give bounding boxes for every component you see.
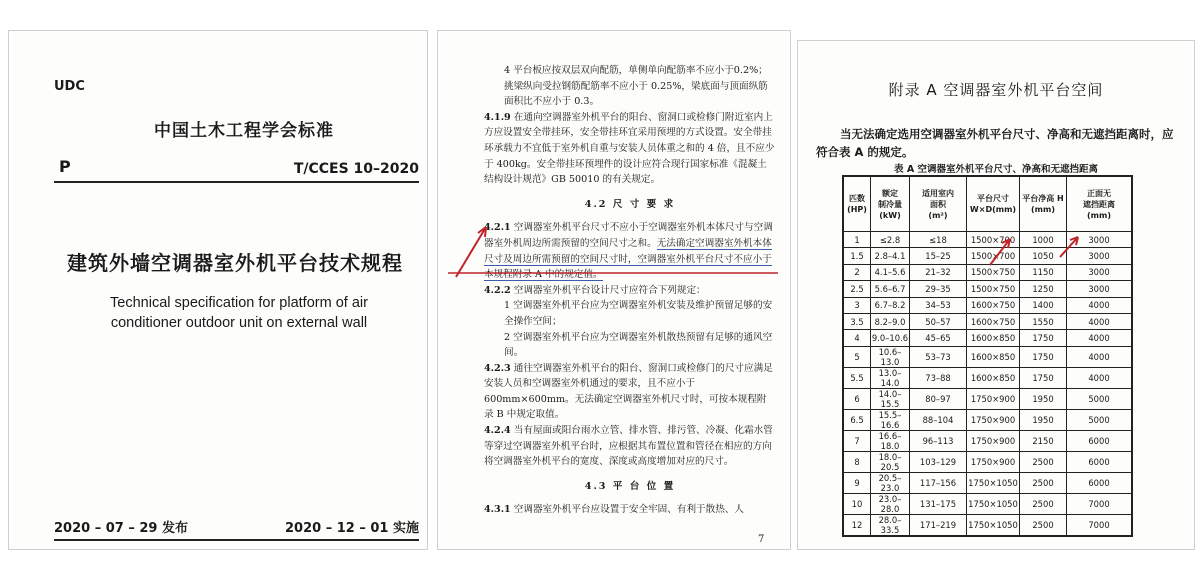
table-cell: 9.0–10.6 — [871, 330, 910, 346]
table-cell: 8 — [843, 451, 871, 472]
clause-number: 4.1.9 — [484, 111, 511, 123]
table-cell: 1600×850 — [967, 367, 1020, 388]
table-cell: 4000 — [1067, 297, 1133, 313]
section-heading-4-2: 4.2 尺 寸 要 求 — [584, 198, 676, 210]
table-row — [843, 409, 1132, 430]
section-text — [484, 63, 776, 518]
clause-text: 在通向空调器室外机平台的阳台、窗洞口或检修门附近室内上方应设置安全带挂环，安全带挂环宜采用预埋的方式设置。安全带挂环承载力不宜低于室外机自重与安装人员体重之和的 4 倍，且不应少于 400kg。安全带挂环预埋件的设计应符合现行国家标准《混凝土结构设计规范》GB 50010 的有关规定。 — [484, 111, 775, 186]
table-cell: 1750×1050 — [967, 472, 1020, 493]
table-row — [843, 367, 1132, 388]
table-cell: 1750 — [1020, 346, 1067, 367]
clause-number: 4.2.2 — [484, 284, 511, 296]
table-cell: 15–25 — [910, 248, 967, 264]
appendix-title: 附录 A 空调器室外机平台空间 — [888, 81, 1104, 99]
bottom-rule — [54, 539, 419, 541]
table-cell: 18.0–20.5 — [871, 451, 910, 472]
table-cell: 1150 — [1020, 264, 1067, 280]
table-cell: 6000 — [1067, 451, 1133, 472]
effective-date: 2020 – 12 – 01 实施 — [285, 521, 419, 536]
table-cell: 2150 — [1020, 430, 1067, 451]
table-cell: 1500×750 — [967, 281, 1020, 297]
table-row — [843, 388, 1132, 409]
table-cell: 1600×850 — [967, 346, 1020, 367]
table-cell: 14.0–15.5 — [871, 388, 910, 409]
table-cell: 3 — [843, 297, 871, 313]
table-cell: 2500 — [1020, 493, 1067, 514]
table-cell: 7000 — [1067, 493, 1133, 514]
clause-number: 4.3.1 — [484, 504, 511, 516]
table-cell: 3.5 — [843, 313, 871, 329]
paragraph-4-2-1 — [484, 220, 776, 282]
table-cell: 2500 — [1020, 514, 1067, 536]
table-cell: 1550 — [1020, 313, 1067, 329]
table-cell: 6.7–8.2 — [871, 297, 910, 313]
table-cell: 171–219 — [910, 514, 967, 536]
table-header-cell: 平台尺寸 W×D(mm) — [967, 176, 1020, 232]
table-cell: 2500 — [1020, 451, 1067, 472]
table-row — [843, 330, 1132, 346]
table-cell: 20.5–23.0 — [871, 472, 910, 493]
table-cell: 10.6–13.0 — [871, 346, 910, 367]
table-cell: 6 — [843, 388, 871, 409]
table-row — [843, 472, 1132, 493]
table-cell: 88–104 — [910, 409, 967, 430]
table-cell: 1750×900 — [967, 430, 1020, 451]
table-cell: 5.5 — [843, 367, 871, 388]
table-row — [843, 430, 1132, 451]
title-english-line-1: Technical specification for platform of air — [110, 295, 368, 311]
table-cell: 4000 — [1067, 346, 1133, 367]
table-row — [843, 248, 1132, 264]
table-cell: 131–175 — [910, 493, 967, 514]
table-header-cell: 额定 制冷量 (kW) — [871, 176, 910, 232]
platform-dimension-table — [842, 175, 1133, 537]
table-cell: 1600×750 — [967, 313, 1020, 329]
table-cell: 2.5 — [843, 281, 871, 297]
table-cell: 1600×850 — [967, 330, 1020, 346]
table-cell: 1050 — [1020, 248, 1067, 264]
table-cell: 1750×1050 — [967, 493, 1020, 514]
table-cell: 1000 — [1020, 232, 1067, 248]
table-header-cell: 正面无 遮挡距离 (mm) — [1067, 176, 1133, 232]
table-cell: 80–97 — [910, 388, 967, 409]
table-cell: 6000 — [1067, 472, 1133, 493]
class-mark: P — [59, 157, 71, 176]
table-header-row — [843, 176, 1132, 232]
table-cell: 6000 — [1067, 430, 1133, 451]
clause-number: 4.2.1 — [484, 222, 511, 234]
table-cell: ≤18 — [910, 232, 967, 248]
table-cell: 9 — [843, 472, 871, 493]
clause-number: 4.2.3 — [484, 362, 511, 374]
table-cell: 1950 — [1020, 388, 1067, 409]
title-english-line-2: conditioner outdoor unit on external wall — [110, 315, 368, 331]
table-cell: 3000 — [1067, 281, 1133, 297]
section-heading-4-3: 4.3 平 台 位 置 — [584, 480, 676, 492]
table-cell: 45–65 — [910, 330, 967, 346]
table-cell: 1 — [843, 232, 871, 248]
table-cell: 53–73 — [910, 346, 967, 367]
clause-text: 空调器室外机平台尺寸不应小于空调器室外机本体尺寸与空调器室外机周边所需预留的空间尺寸之和。 — [484, 222, 773, 249]
table-cell: 1500×700 — [967, 232, 1020, 248]
table-row — [843, 451, 1132, 472]
table-cell: 10 — [843, 493, 871, 514]
table-row — [843, 281, 1132, 297]
table-cell: 1950 — [1020, 409, 1067, 430]
table-cell: 4000 — [1067, 313, 1133, 329]
table-cell: 12 — [843, 514, 871, 536]
table-cell: 28.0–33.5 — [871, 514, 910, 536]
table-cell: 21–32 — [910, 264, 967, 280]
table-cell: 16.6–18.0 — [871, 430, 910, 451]
table-cell: ≤2.8 — [871, 232, 910, 248]
appendix-page — [797, 40, 1195, 550]
table-row — [843, 313, 1132, 329]
table-cell: 1750×900 — [967, 388, 1020, 409]
table-cell: 96–113 — [910, 430, 967, 451]
table-row — [843, 232, 1132, 248]
table-cell: 50–57 — [910, 313, 967, 329]
table-cell: 1.5 — [843, 248, 871, 264]
table-cell: 1500×750 — [967, 264, 1020, 280]
table-header-cell: 平台净高 H (mm) — [1020, 176, 1067, 232]
table-caption: 表 A 空调器室外机平台尺寸、净高和无遮挡距离 — [894, 164, 1098, 175]
table-cell: 103–129 — [910, 451, 967, 472]
udc-label: UDC — [54, 79, 85, 94]
paragraph-4-2-4 — [484, 423, 776, 470]
standard-code: T/CCES 10–2020 — [293, 161, 419, 177]
table-cell: 29–35 — [910, 281, 967, 297]
table-row — [843, 264, 1132, 280]
clause-text: 空调器室外机平台应设置于安全牢固、有利于散热、人 — [513, 504, 745, 516]
paragraph-4-1-9 — [484, 110, 776, 188]
table-cell: 1750×900 — [967, 409, 1020, 430]
paragraph-4-2-3 — [484, 361, 776, 423]
table-cell: 5 — [843, 346, 871, 367]
table-row — [843, 346, 1132, 367]
table-cell: 117–156 — [910, 472, 967, 493]
table-cell: 23.0–28.0 — [871, 493, 910, 514]
table-cell: 4000 — [1067, 367, 1133, 388]
table-row — [843, 493, 1132, 514]
table-cell: 3000 — [1067, 264, 1133, 280]
page-number: 7 — [758, 534, 765, 545]
paragraph: 4 平台板应按双层双向配筋，单侧单向配筋率不应小于0.2%；挑梁纵向受拉钢筋配筋率不应小于 0.25%，梁底面与顶面纵筋面积比不应小于 0.3。 — [504, 65, 768, 108]
table-cell: 3000 — [1067, 248, 1133, 264]
highlighted-clause-text: 无法确定空调器室外机本体尺寸及周边所需预留的空间尺寸时，空调器室外机平台尺寸不应小于本规程附录 A 中的规定值。 — [484, 237, 772, 281]
paragraph-4-2-2 — [484, 283, 776, 299]
table-row — [843, 514, 1132, 536]
table-cell: 2 — [843, 264, 871, 280]
paragraph-4-3-1 — [484, 502, 776, 518]
table-cell: 2.8–4.1 — [871, 248, 910, 264]
clause-number: 4.2.4 — [484, 425, 511, 437]
table-cell: 4.1–5.6 — [871, 264, 910, 280]
table-cell: 73–88 — [910, 367, 967, 388]
section-page — [437, 30, 791, 550]
table-cell: 15.5–16.6 — [871, 409, 910, 430]
table-cell: 1750 — [1020, 367, 1067, 388]
organization-title: 中国土木工程学会标准 — [154, 121, 334, 141]
table-cell: 4000 — [1067, 330, 1133, 346]
table-cell: 5.6–6.7 — [871, 281, 910, 297]
table-cell: 34–53 — [910, 297, 967, 313]
list-item: 2 空调器室外机平台应为空调器室外机散热预留有足够的通风空间。 — [504, 331, 773, 359]
table-body — [843, 232, 1132, 536]
table-cell: 3000 — [1067, 232, 1133, 248]
table-cell: 1600×750 — [967, 297, 1020, 313]
cover-page — [8, 30, 428, 550]
table-cell: 1500×700 — [967, 248, 1020, 264]
publish-date: 2020 – 07 – 29 发布 — [54, 521, 188, 536]
table-cell: 4 — [843, 330, 871, 346]
clause-text: 通往空调器室外机平台的阳台、窗洞口或检修门的尺寸应满足安装人员和空调器室外机通过的要求，且不应小于 600mm×600mm。无法确定空调器室外机尺寸时，可按本规程附录 B 中规定取值。 — [484, 362, 773, 421]
table-cell: 1250 — [1020, 281, 1067, 297]
clause-text: 空调器室外机平台设计尺寸应符合下列规定： — [513, 284, 706, 296]
table-cell: 1750×1050 — [967, 514, 1020, 536]
table-cell: 5000 — [1067, 388, 1133, 409]
table-cell: 5000 — [1067, 409, 1133, 430]
table-header-cell: 适用室内 面积 (m²) — [910, 176, 967, 232]
table-cell: 8.2–9.0 — [871, 313, 910, 329]
appendix-intro: 当无法确定选用空调器室外机平台尺寸、净高和无遮挡距离时，应符合表 A 的规定。 — [816, 127, 1174, 159]
table-header-cell: 匹数 (HP) — [843, 176, 871, 232]
table-cell: 1750×900 — [967, 451, 1020, 472]
top-rule — [54, 181, 419, 183]
table-cell: 7 — [843, 430, 871, 451]
table-cell: 6.5 — [843, 409, 871, 430]
title-english — [69, 293, 409, 333]
table-cell: 13.0–14.0 — [871, 367, 910, 388]
table-cell: 1400 — [1020, 297, 1067, 313]
title-chinese: 建筑外墙空调器室外机平台技术规程 — [67, 251, 403, 275]
list-item: 1 空调器室外机平台应为空调器室外机安装及维护预留足够的安全操作空间； — [504, 300, 773, 327]
table-cell: 1750 — [1020, 330, 1067, 346]
clause-text: 当有屋面或阳台雨水立管、排水管、排污管、冷凝、化霜水管等穿过空调器室外机平台时，应根据其布置位置和管径在相应的方向将空调器室外机平台的宽度、深度或高度增加对应的尺寸。 — [484, 425, 773, 468]
table-cell: 2500 — [1020, 472, 1067, 493]
table-cell: 7000 — [1067, 514, 1133, 536]
table-row — [843, 297, 1132, 313]
